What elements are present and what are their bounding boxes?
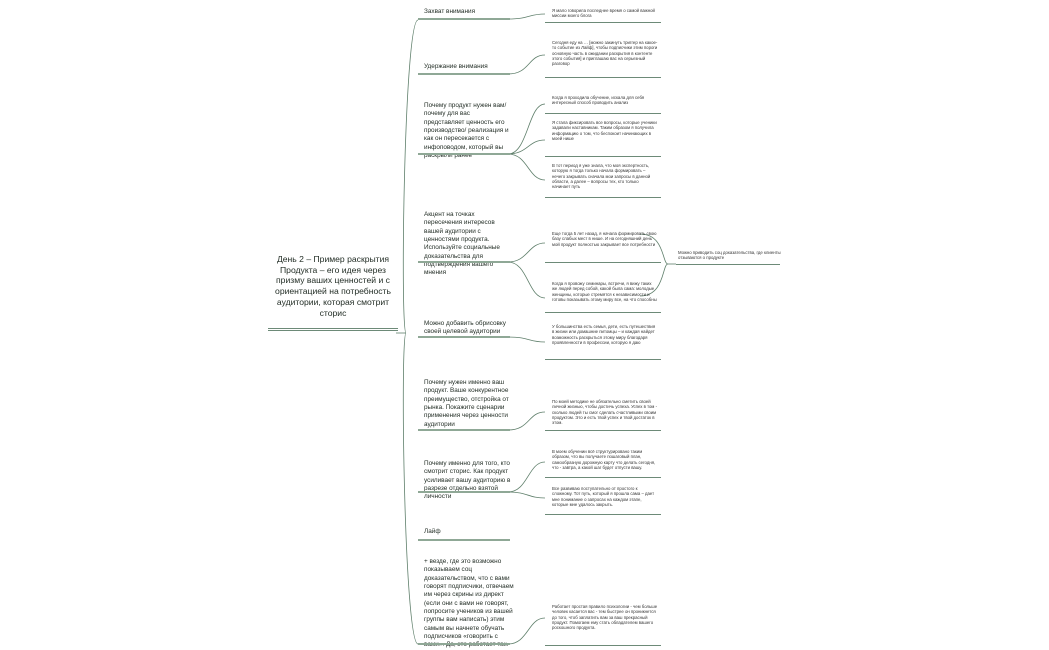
detail-text: По моей методике не обязательно сметить своей личной жизнью, чтобы достичь успеха. Успех в том - сколько людей ты смог сделать счастливыми своим продуктом. Это и есть твой успех и твой достаток в этом. <box>552 399 658 426</box>
detail-node[interactable] <box>552 449 658 470</box>
detail-underline <box>545 156 661 157</box>
detail-node[interactable] <box>552 8 658 19</box>
branch-text: Акцент на точках пересечения интересов вашей аудитории с ценностями продукта. Используйте социальные доказательства для подтверждения вашего мнения <box>424 211 500 277</box>
connector-b3b <box>508 140 545 154</box>
detail-node[interactable] <box>552 40 658 67</box>
detail-underline <box>545 477 661 478</box>
extra-underline <box>676 264 780 265</box>
branch-text: Удержание внимания <box>424 63 488 70</box>
branch-underline <box>418 18 510 20</box>
branch-underline <box>418 491 510 493</box>
detail-text: Сегодня еду на … [можно закинуть триггер на какое-то событие из Лайф], чтобы подписчики этим пороги основную часть в ожидании раскрытия в контенте этого события] и приглашаю вас на серьезный разговор <box>552 40 658 67</box>
root-text: День 2 – Пример раскрытия Продукта – его идея через призму ваших ценностей и с ориентацией на потребность аудитории, которая смотрит сторис <box>275 254 391 318</box>
branch-text: Почему продукт нужен вам/ почему для вас представляет ценность его производство/ реализация и как он пересекается с инфоповодом, который вы раскрыли ранее <box>424 102 509 159</box>
detail-node[interactable] <box>552 604 658 631</box>
branch-social-proof[interactable] <box>424 558 514 650</box>
branch-target-audience[interactable] <box>424 320 512 337</box>
connector-b3a <box>508 104 545 154</box>
detail-node[interactable] <box>552 231 658 247</box>
root-brace-lower <box>403 333 418 644</box>
branch-text: Почему нужен именно ваш продукт. Ваше конкурентное преимущество, отстройка от рынка. Покажите сценарии применения через ценности аудитории <box>424 379 509 428</box>
connector-b1 <box>508 14 545 19</box>
detail-underline <box>545 77 661 78</box>
detail-node[interactable] <box>552 163 658 190</box>
detail-node[interactable] <box>552 281 658 302</box>
branch-text: Захват внимания <box>424 8 476 15</box>
connector-b2 <box>508 55 545 74</box>
detail-text: В тот период я уже знала, что моя экспертность, которую я тогда только начала формировать – нечего закрывать сначала мои запросы в данной области, а далее – вопросы тех, кто только начинает путь <box>552 163 651 190</box>
connector-b5 <box>508 337 545 342</box>
detail-underline <box>545 514 661 515</box>
connector-b6 <box>508 412 545 430</box>
detail-underline <box>545 262 661 263</box>
branch-intersection-accent[interactable] <box>424 211 514 278</box>
detail-text: Работает простая правило психологии - чем больше человек касается вас - тем быстрее он проникнется до того, чтоб заплатить вам за ваш прекрасный продукт. Помогаем ему стать обладателем вашего роскошного продукта. <box>552 604 658 631</box>
branch-underline <box>418 643 510 645</box>
detail-underline <box>545 113 661 114</box>
branch-text: Почему именно для того, кто смотрит сторис. Как продукт усиливает вашу аудиторию в разрезе отдельно взятой личности <box>424 460 511 501</box>
detail-node[interactable] <box>552 486 658 507</box>
detail-node[interactable] <box>552 95 658 106</box>
branch-for-story-viewer[interactable] <box>424 460 514 502</box>
detail-text: Я мало говорила последнее время о самой важной миссии моего блога <box>552 8 655 19</box>
extra-node[interactable] <box>678 250 782 261</box>
branch-attention-retention[interactable] <box>424 63 512 71</box>
detail-underline <box>545 22 661 23</box>
connector-b3c <box>508 154 545 180</box>
branch-underline <box>418 261 510 263</box>
detail-underline <box>545 359 661 360</box>
root-node[interactable] <box>272 254 394 318</box>
branch-why-product-needed[interactable] <box>424 102 512 160</box>
detail-underline <box>545 197 661 198</box>
branch-underline <box>418 539 510 541</box>
root-brace <box>403 20 418 333</box>
branch-text: + везде, где это возможно показываем соц доказательством, что с вами говорят подписчики, отвечаем им через скрины из директ (если они с вами не говорят, попросите учеников из вашей группы вам написать) этим самым вы начнете обучать подписчиков «говорить с вами». Да, это работает так. <box>424 558 514 649</box>
branch-attention-capture[interactable] <box>424 8 512 16</box>
detail-underline <box>545 430 661 431</box>
branch-text: Лайф <box>424 528 441 535</box>
detail-text: Все развиваю поступательно от простого к сложному. Тот путь, который я прошла сама – дает мне понимание о запросах на каждом этапе, которые мне удалось закрыть. <box>552 486 655 508</box>
detail-node[interactable] <box>552 120 658 141</box>
branch-competitive-advantage[interactable] <box>424 379 512 429</box>
detail-text: В моем обучении всё структурировано таким образом, что вы получаете пошаговый план, самообразную дорожную карту что делать сегодня, что - завтра, а какой шаг будет отпусти вашу. <box>552 449 656 471</box>
detail-text: Я стала фиксировать все вопросы, которые ученики задавали наставникам. Таким образом я получила информацию о том, что беспокоит начинающих в моей нише <box>552 120 657 142</box>
detail-text: У большинства есть семья, дети, есть путешествия в жизни или домашние питомцы – и каждая найдет возможность раскрыться этому миру благодаря проявленности в профессии, которую я даю <box>552 324 656 346</box>
detail-node[interactable] <box>552 324 658 345</box>
detail-underline <box>545 312 661 313</box>
branch-life[interactable] <box>424 528 512 536</box>
branch-underline <box>418 336 510 338</box>
detail-text: Еще тогда 5 лет назад, я начала формировать свою базу слабых мест в нише. И на сегодняшний день мой продукт полностью закрывает все потребности <box>552 231 657 247</box>
root-underline <box>268 328 398 331</box>
detail-underline <box>545 645 661 646</box>
detail-text: Когда я провожу семинары, встречи, я вижу таких же людей перед собой, какой была сама: молодые женщины, которые стремятся к независимости и готовы показывать этому миру все, на что способны <box>552 281 657 303</box>
branch-underline <box>418 153 510 155</box>
branch-text: Можно добавить обрисовку своей целевой аудитории <box>424 320 506 336</box>
detail-node[interactable] <box>552 399 658 426</box>
branch-underline <box>418 429 510 431</box>
branch-underline <box>418 73 510 75</box>
extra-text: Можно приводить соц доказательства, где клиенты отзываются о продукте <box>678 250 781 261</box>
detail-text: Когда я проходила обучение, искала для себя интересный способ проводить анализ <box>552 95 645 106</box>
